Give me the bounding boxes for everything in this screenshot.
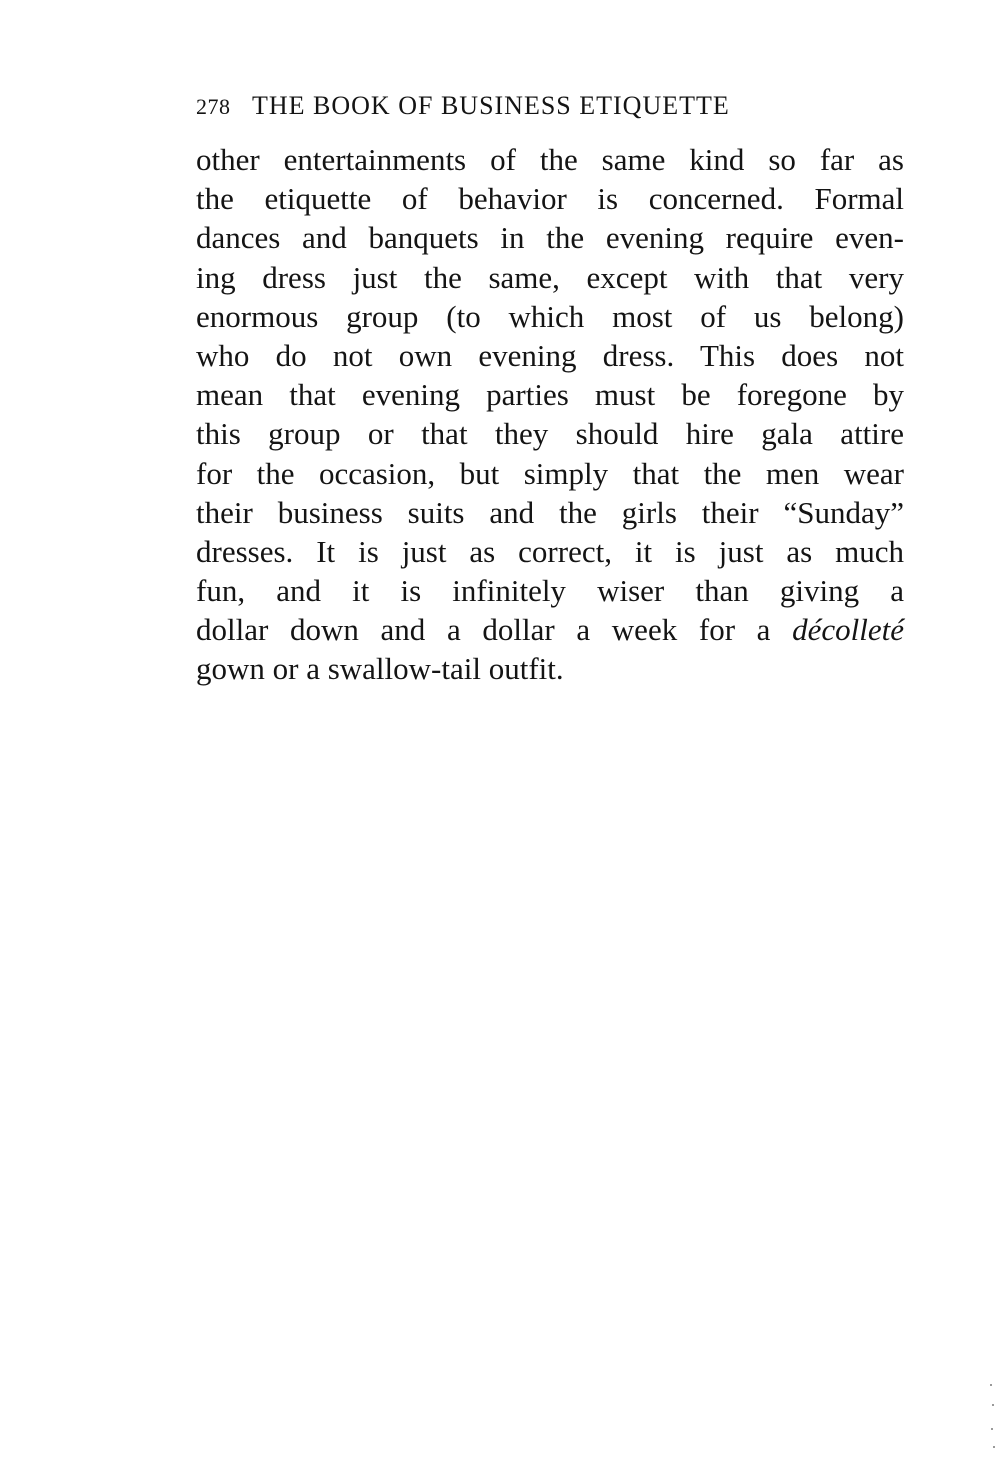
- text-line: mean that evening parties must be foregone by: [196, 377, 904, 413]
- scan-speck: [990, 1384, 992, 1386]
- text-line-segment: dollar down and a dollar a week for a: [196, 612, 771, 648]
- text-line: ing dress just the same, except with that very: [196, 259, 904, 295]
- scan-speck: [992, 1404, 994, 1406]
- book-title: THE BOOK OF BUSINESS ETIQUETTE: [252, 91, 730, 120]
- text-line: dresses. It is just as correct, it is just as much: [196, 533, 904, 569]
- text-line: the etiquette of behavior is concerned. Formal: [196, 181, 904, 217]
- text-line: fun, and it is infinitely wiser than giving a: [196, 573, 904, 609]
- running-head: [196, 86, 904, 126]
- scan-speck: [991, 1428, 993, 1430]
- page-number: 278: [196, 94, 231, 119]
- text-line: dances and banquets in the evening require even-: [196, 220, 904, 256]
- text-line-last: gown or a swallow-tail outfit.: [196, 651, 564, 687]
- body-paragraph: [196, 140, 904, 689]
- text-line: who do not own evening dress. This does not: [196, 337, 904, 373]
- italic-word: décolleté: [792, 612, 905, 648]
- text-line: this group or that they should hire gala attire: [196, 416, 904, 452]
- text-line: for the occasion, but simply that the men wear: [196, 455, 904, 491]
- text-line: other entertainments of the same kind so far as: [196, 142, 904, 177]
- text-line: [196, 610, 904, 649]
- text-line: their business suits and the girls their “Sunday”: [196, 494, 904, 530]
- scan-speck: [993, 1446, 995, 1448]
- text-line: enormous group (to which most of us belong): [196, 298, 904, 334]
